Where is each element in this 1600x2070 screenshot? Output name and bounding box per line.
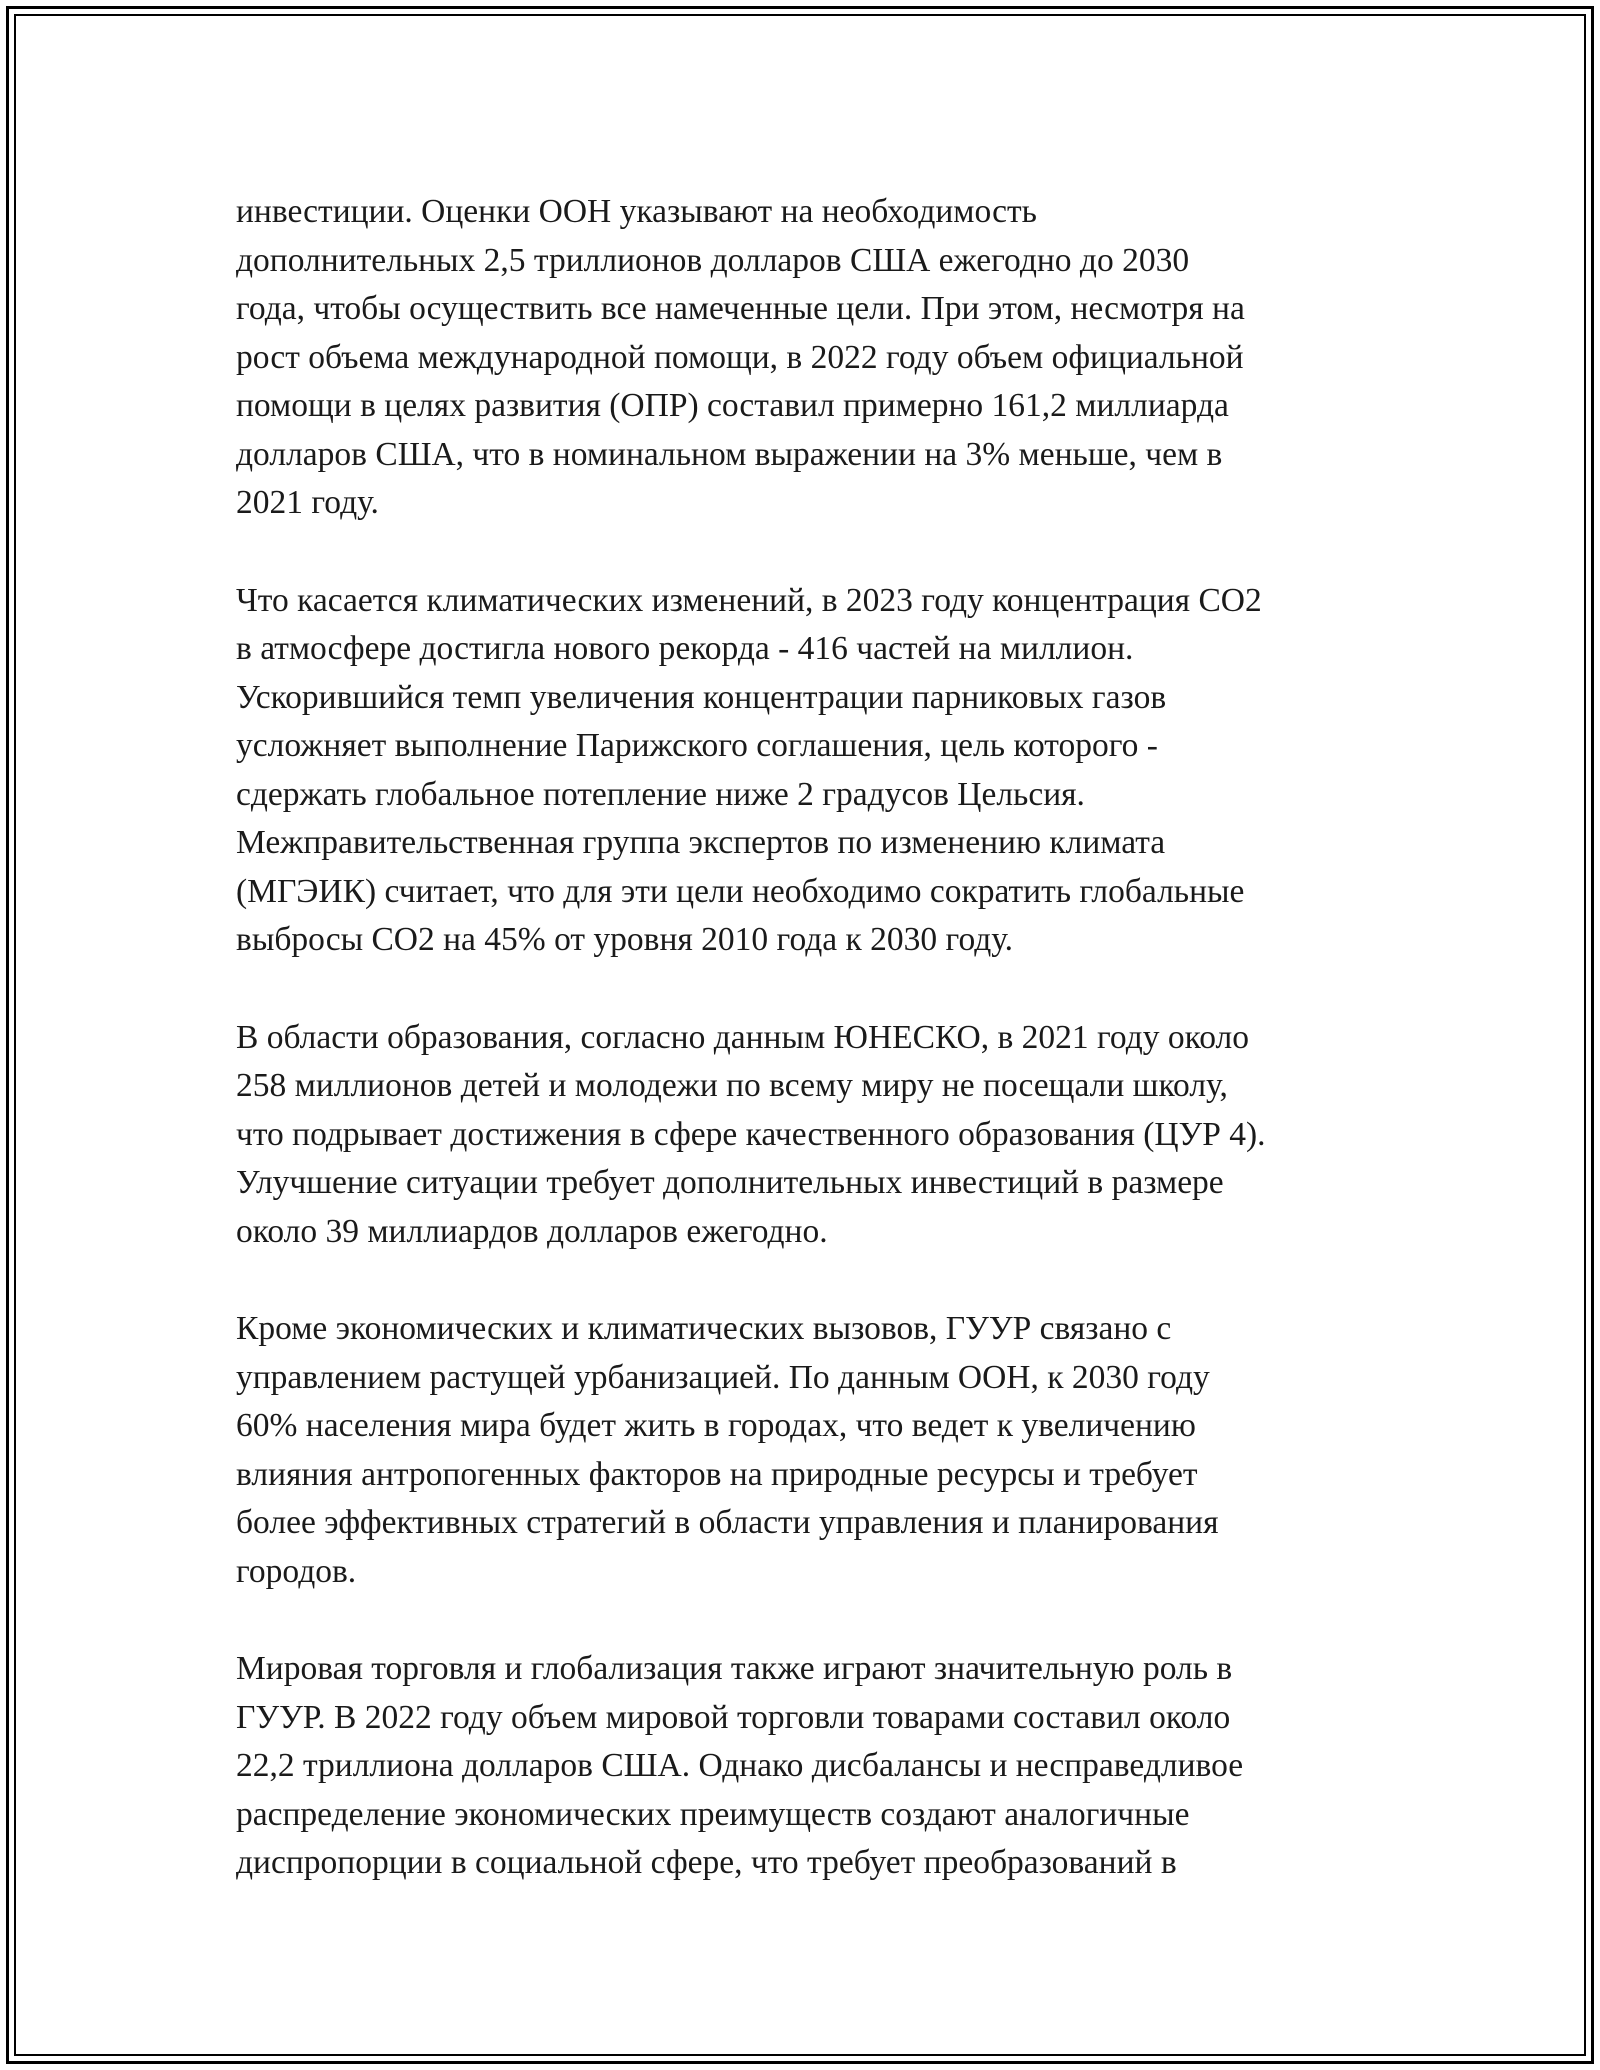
text-line: 22,2 триллиона долларов США. Однако дисбалансы и несправедливое	[236, 1747, 1244, 1784]
paragraph-trade	[236, 1645, 1386, 1888]
text-line: более эффективных стратегий в области управления и планирования	[236, 1504, 1219, 1541]
paragraph-oda-funding	[236, 188, 1386, 528]
text-line: В области образования, согласно данным ЮНЕСКО, в 2021 году около	[236, 1018, 1249, 1056]
text-line: помощи в целях развития (ОПР) составил примерно 161,2 миллиарда	[236, 387, 1229, 424]
text-line: года, чтобы осуществить все намеченные цели. При этом, несмотря на	[236, 290, 1245, 327]
text-line: влияния антропогенных факторов на природные ресурсы и требует	[236, 1455, 1198, 1493]
text-line: 2021 году.	[236, 484, 379, 521]
paragraph-climate	[236, 577, 1386, 965]
text-line: (МГЭИК) считает, что для эти цели необходимо сократить глобальные	[236, 872, 1245, 910]
text-line: Мировая торговля и глобализация также играют значительную роль в	[236, 1650, 1233, 1687]
text-line: 258 миллионов детей и молодежи по всему миру не посещали школу,	[236, 1067, 1228, 1104]
text-line: выбросы СО2 на 45% от уровня 2010 года к 2030 году.	[236, 921, 1014, 958]
text-line: что подрывает достижения в сфере качественного образования (ЦУР 4).	[236, 1115, 1266, 1153]
text-line: инвестиции. Оценки ООН указывают на необходимость	[236, 193, 1037, 230]
text-line: распределение экономических преимуществ создают аналогичные	[236, 1795, 1190, 1833]
text-line: ГУУР. В 2022 году объем мировой торговли товарами составил около	[236, 1698, 1231, 1736]
text-line: управлением растущей урбанизацией. По данным ООН, к 2030 году	[236, 1358, 1210, 1396]
text-line: 60% населения мира будет жить в городах, что ведет к увеличению	[236, 1407, 1196, 1444]
text-line: Кроме экономических и климатических вызовов, ГУУР связано с	[236, 1310, 1172, 1347]
text-line: городов.	[236, 1552, 357, 1590]
text-line: дополнительных 2,5 триллионов долларов США ежегодно до 2030	[236, 241, 1190, 279]
text-line: сдержать глобальное потепление ниже 2 градусов Цельсия.	[236, 775, 1085, 813]
paragraph-education	[236, 1014, 1386, 1257]
text-line: Что касается климатических изменений, в 2023 году концентрация СО2	[236, 581, 1262, 619]
text-line: долларов США, что в номинальном выражении на 3% меньше, чем в	[236, 435, 1223, 473]
text-line: в атмосфере достигла нового рекорда - 416 частей на миллион.	[236, 630, 1134, 667]
text-line: Улучшение ситуации требует дополнительных инвестиций в размере	[236, 1164, 1224, 1201]
text-line: Межправительственная группа экспертов по изменению климата	[236, 824, 1166, 861]
text-line: около 39 миллиардов долларов ежегодно.	[236, 1212, 828, 1250]
text-line: усложняет выполнение Парижского соглашения, цель которого -	[236, 727, 1158, 764]
paragraph-urbanization	[236, 1305, 1386, 1596]
document-body	[236, 188, 1386, 1888]
text-line: Ускорившийся темп увеличения концентрации парниковых газов	[236, 678, 1167, 716]
text-line: диспропорции в социальной сфере, что требует преобразований в	[236, 1844, 1177, 1881]
text-line: рост объема международной помощи, в 2022 году объем официальной	[236, 338, 1244, 376]
